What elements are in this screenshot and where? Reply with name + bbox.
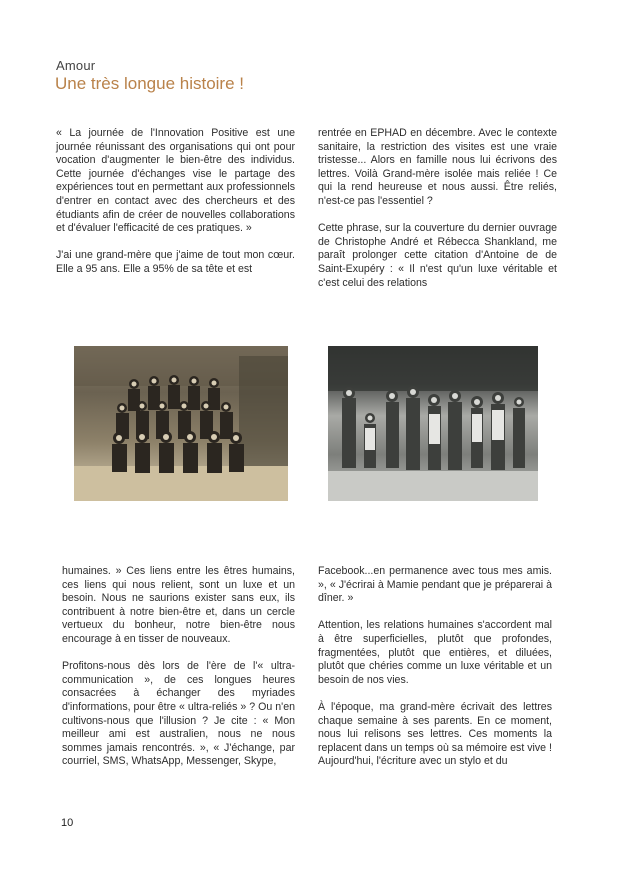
paragraph: Profitons-nous dès lors de l'ère de l'« ultra-communication », de ces longues heures consacrées à échanger des myriades d'informations, pour être « ultra-reliés » ? Ou n'en cultivons-nous que l'illusion ? Je cite : « Mon meilleur ami est australien, nous ne nous sommes jamais rencontrés. », « J'échange, par courriel, SMS, WhatsApp, Messenger, Skype,: [62, 660, 295, 768]
paragraph: Attention, les relations humaines s'accordent mal à être superficielles, plutôt que profondes, fragmentées, plutôt que entières, et diluées, plutôt que chéries comme un luxe véritable et un besoin de nos vies.: [318, 619, 552, 686]
paragraph: humaines. » Ces liens entre les êtres humains, ces liens qui nous relient, sont un luxe et un besoin. Nous ne saurions exister sans eux, ils contribuent à notre bien-être et, dans un cercle vertueux du bonheur, notre bien-être nous encourage à en tisser de nouveaux.: [62, 565, 295, 645]
paragraph: Facebook...en permanence avec tous mes amis. », « J'écrirai à Mamie pendant que je préparerai à dîner. »: [318, 565, 552, 605]
text-column-2: [318, 127, 557, 290]
group-photo-sepia: [74, 346, 288, 501]
text-column-4: [318, 565, 552, 769]
paragraph: « La journée de l'Innovation Positive est une journée réunissant des organisations qui ont pour vocation d'augmenter le bien-être des individus. Cette journée d'échanges vise le partage des expériences tout en permettant aux professionnels d'entrer en contact avec des chercheurs et des étudiants afin de créer de nouvelles collaborations et d'évaluer l'efficacité de ces pratiques. »: [56, 127, 295, 235]
text-column-1: [56, 127, 295, 277]
page-number: 10: [61, 817, 74, 829]
article-title: Une très longue histoire !: [55, 74, 244, 93]
section-kicker: Amour: [56, 58, 96, 73]
paragraph: À l'époque, ma grand-mère écrivait des lettres chaque semaine à ses parents. En ce moment, nous lui relisons ses lettres. Ces moments la replacent dans un temps où sa mémoire est vive ! Aujourd'hui, l'écriture avec un stylo et du: [318, 700, 552, 768]
text-column-3: [62, 565, 295, 769]
family-photo-illustration: [328, 346, 538, 501]
paragraph: rentrée en EPHAD en décembre. Avec le contexte sanitaire, la restriction des visites est une vraie tristesse... Alors en famille nous lui écrivons des lettres. Voilà Grand-mère isolée mais reliée ! Ce qui la rend heureuse et nous aussi. Être reliés, n'est-ce pas l'essentiel ?: [318, 127, 557, 207]
group-photo-illustration: [74, 346, 288, 501]
paragraph: Cette phrase, sur la couverture du dernier ouvrage de Christophe André et Rébecca Shankland, me paraît prolonger cette citation d'Antoine de de Saint-Exupéry : « Il n'est qu'un luxe véritable et c'est celui des relations: [318, 222, 557, 289]
family-photo-bw: [328, 346, 538, 501]
paragraph: J'ai une grand-mère que j'aime de tout mon cœur. Elle a 95 ans. Elle a 95% de sa tête et est: [56, 249, 295, 275]
